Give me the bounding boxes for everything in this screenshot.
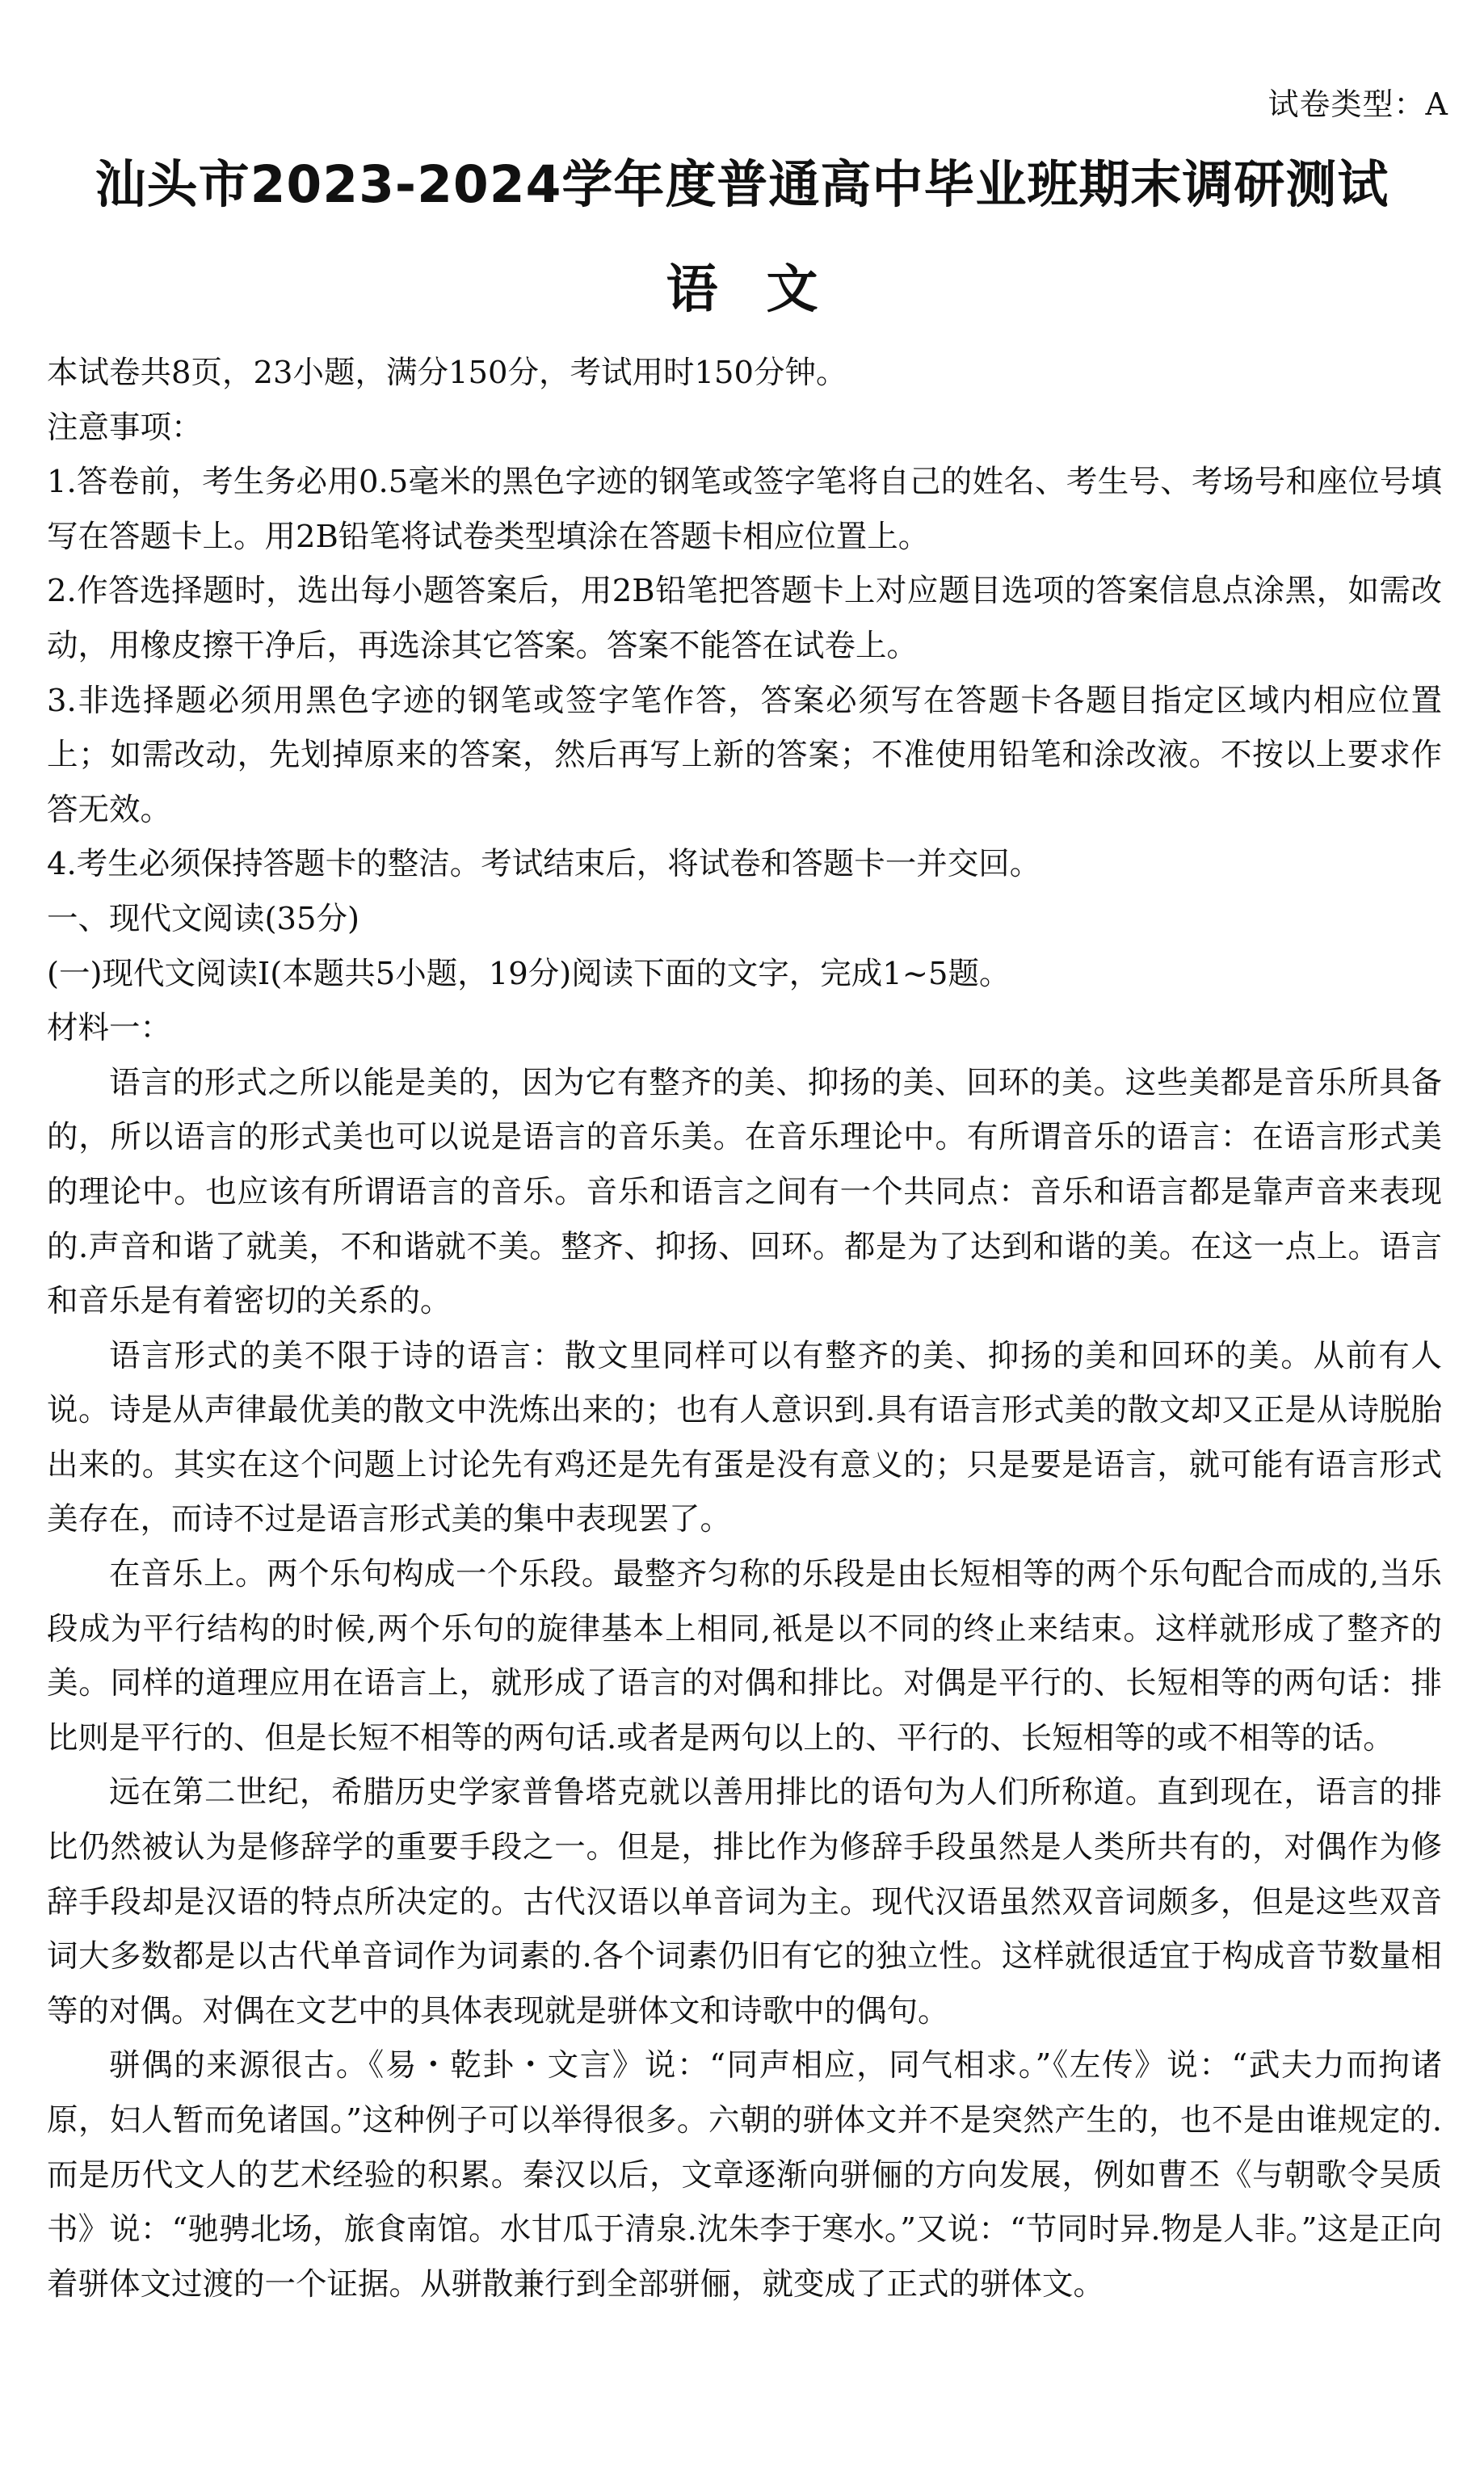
subject-title: 语文 — [666, 260, 867, 320]
section-subheading: (一)现代文阅读Ⅰ(本题共5小题，19分)阅读下面的文字，完成1~5题。 — [47, 955, 1011, 992]
reading-paragraph: 语言形式的美不限于诗的语言：散文里同样可以有整齐的美、抑扬的美和回环的美。从前有人说。诗是从声律最优美的散文中洗炼出来的；也有人意识到.具有语言形式美的散文却又正是从诗脱胎出来的。其实在这个问题上讨论先有鸡还是先有蛋是没有意义的；只是要是语言，就可能有语言形式美存在，而诗不过是语言形式美的集中表现罢了。 — [47, 1337, 1442, 1538]
material-label: 材料一： — [47, 1010, 172, 1047]
reading-paragraph: 在音乐上。两个乐句构成一个乐段。最整齐匀称的乐段是由长短相等的两个乐句配合而成的,当乐段成为平行结构的时候,两个乐句的旋律基本上相同,衹是以不同的终止来结束。这样就形成了整齐的美。同样的道理应用在语言上，就形成了语言的对偶和排比。对偶是平行的、长短相等的两句话：排比则是平行的、但是长短不相等的两句话.或者是两句以上的、平行的、长短相等的或不相等的话。 — [47, 1556, 1442, 1756]
notice-item-3: 3.非选择题必须用黑色字迹的钢笔或签字笔作答，答案必须写在答题卡各题目指定区域内相应位置上；如需改动，先划掉原来的答案，然后再写上新的答案；不准使用铅笔和涂改液。不按以上要求作答无效。 — [47, 682, 1442, 828]
notice-item-4: 4.考生必须保持答题卡的整洁。考试结束后，将试卷和答题卡一并交回。 — [47, 846, 1041, 883]
reading-paragraph: 语言的形式之所以能是美的，因为它有整齐的美、抑扬的美、回环的美。这些美都是音乐所具备的，所以语言的形式美也可以说是语言的音乐美。在音乐理论中。有所谓音乐的语言：在语言形式美的理论中。也应该有所谓语言的音乐。音乐和语言之间有一个共同点：音乐和语言都是靠声音来表现的.声音和谐了就美，不和谐就不美。整齐、抑扬、回环。都是为了达到和谐的美。在这一点上。语言和音乐是有着密切的关系的。 — [47, 1064, 1442, 1320]
notice-item-2: 2.作答选择题时，选出每小题答案后，用2B铅笔把答题卡上对应题目选项的答案信息点涂黑，如需改动，用橡皮擦干净后，再选涂其它答案。答案不能答在试卷上。 — [47, 573, 1442, 664]
section-heading: 一、现代文阅读(35分) — [47, 900, 360, 937]
exam-summary: 本试卷共8页，23小题，满分150分，考试用时150分钟。 — [47, 355, 847, 391]
exam-title: 汕头市2023-2024学年度普通高中毕业班期末调研测试 — [95, 155, 1389, 214]
paper-type-label: 试卷类型：A — [1267, 86, 1448, 122]
reading-paragraph: 远在第二世纪，希腊历史学家普鲁塔克就以善用排比的语句为人们所称道。直到现在，语言的排比仍然被认为是修辞学的重要手段之一。但是，排比作为修辞手段虽然是人类所共有的，对偶作为修辞手段却是汉语的特点所决定的。古代汉语以单音词为主。现代汉语虽然双音词颇多，但是这些双音词大多数都是以古代单音词作为词素的.各个词素仍旧有它的独立性。这样就很适宜于构成音节数量相等的对偶。对偶在文艺中的具体表现就是骈体文和诗歌中的偶句。 — [47, 1774, 1442, 2030]
reading-paragraph: 骈偶的来源很古。《易・乾卦・文言》说：“同声相应，同气相求。”《左传》说：“武夫力而拘诸原，妇人暂而免诸国。”这种例子可以举得很多。六朝的骈体文并不是突然产生的，也不是由谁规定的.而是历代文人的艺术经验的积累。秦汉以后，文章逐渐向骈俪的方向发展，例如曹丕《与朝歌令吴质书》说：“驰骋北场，旅食南馆。水甘瓜于清泉.沈朱李于寒水。”又说：“节同时异.物是人非。”这是正向着骈体文过渡的一个证据。从骈散兼行到全部骈俪，就变成了正式的骈体文。 — [47, 2047, 1442, 2303]
notice-heading: 注意事项： — [47, 409, 203, 446]
exam-body — [47, 346, 1442, 2311]
notice-item-1: 1.答卷前，考生务必用0.5毫米的黑色字迹的钢笔或签字笔将自己的姓名、考生号、考场号和座位号填写在答题卡上。用2B铅笔将试卷类型填涂在答题卡相应位置上。 — [47, 464, 1442, 555]
